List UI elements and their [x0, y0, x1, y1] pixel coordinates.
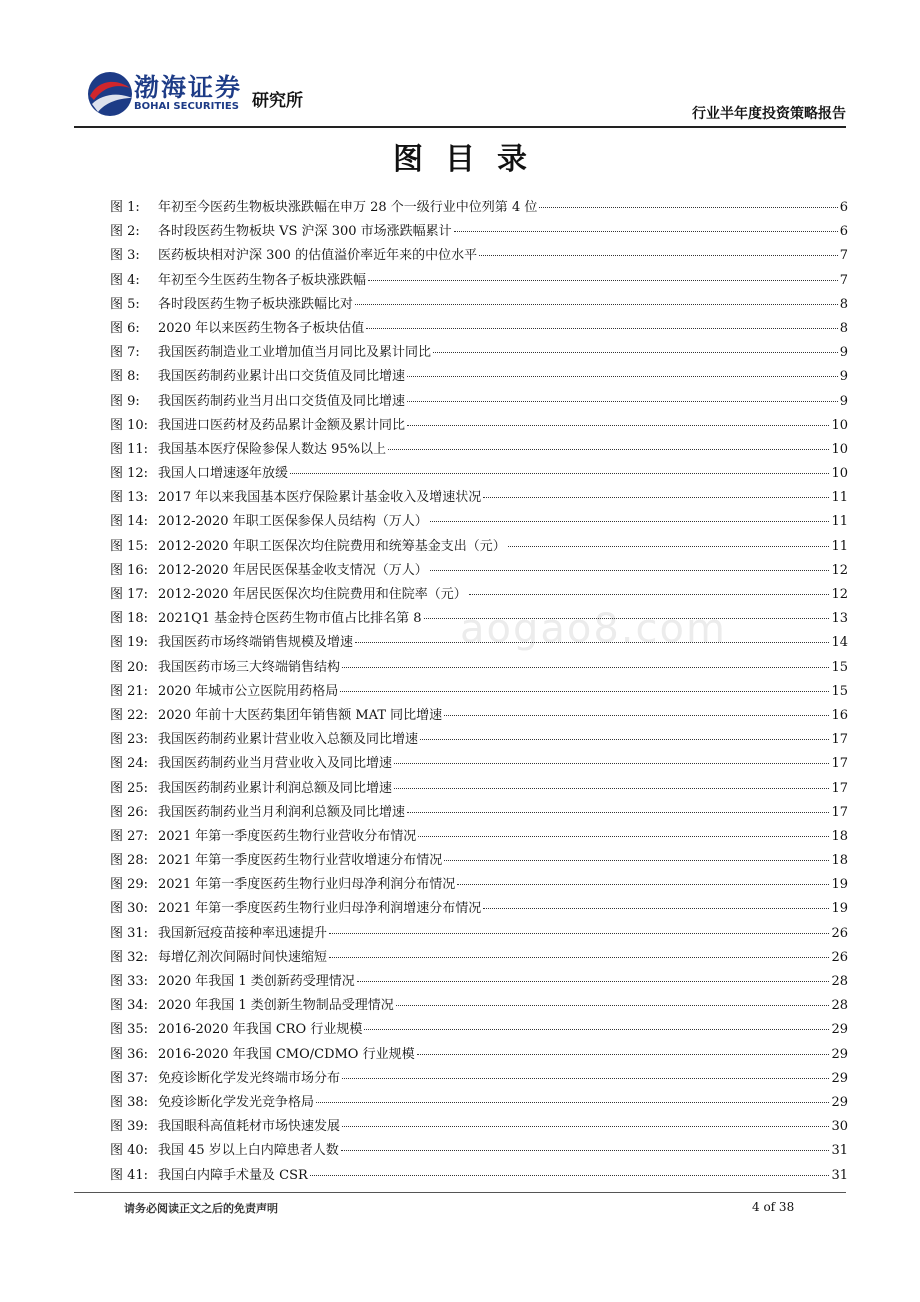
toc-leader-dots: [420, 738, 829, 740]
toc-entry-page: 29: [831, 1094, 848, 1110]
toc-leader-dots: [396, 1004, 830, 1006]
header-divider: [74, 126, 846, 128]
toc-entry-number: 图 1:: [110, 200, 140, 215]
toc-entry-page: 29: [831, 1046, 848, 1062]
toc-entry[interactable]: [110, 1067, 848, 1091]
toc-entry-title: 我国医药制药业当月利润利总额及同比增速: [158, 804, 406, 820]
toc-entry-title: 2016-2020 年我国 CMO/CDMO 行业规模: [158, 1046, 415, 1062]
toc-leader-dots: [430, 520, 830, 522]
toc-entry-number: 图 40:: [110, 1143, 149, 1159]
toc-entry-title: 2021 年第一季度医药生物行业营收分布情况: [158, 828, 417, 844]
toc-entry-number: 图 31:: [110, 925, 149, 941]
toc-entry[interactable]: [110, 583, 848, 607]
toc-leader-dots: [394, 787, 829, 789]
toc-entry-title: 每增亿剂次间隔时间快速缩短: [158, 949, 328, 965]
toc-entry[interactable]: [110, 922, 848, 946]
toc-entry-number: 图 19:: [110, 635, 149, 651]
toc-entry[interactable]: [110, 390, 848, 414]
toc-leader-dots: [430, 569, 830, 571]
toc-leader-dots: [407, 424, 829, 426]
toc-entry-number: 图 4:: [110, 272, 140, 288]
toc-entry-page: 9: [839, 369, 848, 385]
toc-entry[interactable]: [110, 1091, 848, 1115]
toc-entry-title: 2020 年我国 1 类创新药受理情况: [158, 974, 355, 989]
toc-entry-page: 10: [831, 417, 848, 433]
page-title: 图目录: [393, 142, 549, 177]
toc-entry-number: 图 23:: [110, 732, 149, 748]
toc-entry-page: 19: [831, 901, 848, 917]
toc-entry[interactable]: [110, 462, 848, 486]
toc-leader-dots: [329, 932, 829, 934]
toc-entry[interactable]: [110, 752, 848, 776]
toc-leader-dots: [417, 1053, 830, 1055]
toc-entry-title: 各时段医药生物板块 VS 沪深 300 市场涨跌幅累计: [158, 224, 452, 240]
toc-entry[interactable]: [110, 414, 848, 438]
toc-entry[interactable]: [110, 293, 848, 317]
toc-leader-dots: [340, 690, 829, 692]
toc-entry-number: 图 15:: [110, 538, 149, 554]
toc-leader-dots: [357, 980, 830, 982]
toc-entry-page: 31: [831, 1167, 848, 1183]
toc-entry[interactable]: [110, 873, 848, 897]
toc-entry-title: 2020 年以来医药生物各子板块估值: [158, 320, 365, 336]
toc-entry-number: 图 13:: [110, 490, 149, 506]
toc-entry-number: 图 3:: [110, 248, 140, 264]
toc-entry[interactable]: [110, 535, 848, 559]
toc-leader-dots: [290, 472, 829, 474]
toc-entry-page: 9: [839, 393, 848, 409]
toc-entry-page: 15: [831, 659, 848, 675]
toc-entry[interactable]: [110, 656, 848, 680]
toc-entry[interactable]: [110, 897, 848, 921]
toc-entry-title: 我国医药制药业累计营业收入总额及同比增速: [158, 732, 419, 748]
toc-leader-dots: [418, 835, 829, 837]
toc-leader-dots: [407, 811, 829, 813]
toc-entry-number: 图 6:: [110, 320, 140, 336]
toc-leader-dots: [483, 907, 829, 909]
toc-entry-page: 26: [831, 949, 848, 965]
toc-entry-title: 2021 年第一季度医药生物行业归母净利润分布情况: [158, 877, 456, 893]
toc-entry-title: 我国新冠疫苗接种率迅速提升: [158, 925, 328, 941]
toc-entry-title: 年初至今医药生物板块涨跌幅在申万 28 个一级行业中位列第 4 位: [158, 200, 538, 215]
toc-entry-number: 图 36:: [110, 1046, 149, 1062]
toc-entry[interactable]: [110, 849, 848, 873]
footer-disclaimer: 请务必阅读正文之后的免责声明: [124, 1202, 278, 1215]
toc-entry-title: 我国医药制药业当月营业收入及同比增速: [158, 756, 393, 772]
toc-leader-dots: [407, 375, 838, 377]
toc-entry[interactable]: [110, 825, 848, 849]
toc-entry-title: 2016-2020 年我国 CRO 行业规模: [158, 1022, 363, 1038]
toc-entry-number: 图 2:: [110, 224, 140, 240]
toc-entry-title: 我国人口增速逐年放缓: [158, 466, 289, 482]
toc-entry[interactable]: [110, 269, 848, 293]
toc-entry[interactable]: [110, 559, 848, 583]
toc-entry-page: 14: [831, 635, 848, 651]
toc-entry-number: 图 32:: [110, 949, 149, 965]
toc-entry-page: 18: [831, 853, 848, 869]
toc-entry-page: 15: [831, 683, 848, 699]
toc-entry-number: 图 35:: [110, 1022, 149, 1038]
toc-leader-dots: [342, 1077, 829, 1079]
toc-entry-title: 2020 年前十大医药集团年销售额 MAT 同比增速: [158, 707, 443, 723]
toc-entry-title: 2020 年我国 1 类创新生物制品受理情况: [158, 998, 394, 1014]
toc-entry-number: 图 11:: [110, 441, 149, 457]
toc-entry-page: 12: [831, 587, 848, 602]
watermark: aogao8.com: [460, 606, 727, 652]
toc-entry-number: 图 20:: [110, 659, 149, 675]
toc-entry-page: 16: [831, 707, 848, 723]
toc-entry-page: 6: [839, 200, 848, 215]
toc-leader-dots: [329, 956, 829, 958]
toc-entry-title: 我国 45 岁以上白内障患者人数: [158, 1143, 339, 1159]
toc-entry[interactable]: [110, 220, 848, 244]
department-label: 研究所: [252, 91, 303, 111]
toc-leader-dots: [368, 279, 838, 281]
brand-name-cn: 渤海证券: [134, 73, 243, 102]
toc-entry-page: 29: [831, 1022, 848, 1038]
toc-entry-title: 我国医药市场终端销售规模及增速: [158, 635, 354, 651]
toc-entry-page: 12: [831, 562, 848, 578]
toc-entry[interactable]: [110, 704, 848, 728]
toc-entry-number: 图 27:: [110, 828, 149, 844]
toc-entry-page: 11: [831, 490, 848, 506]
toc-entry-number: 图 28:: [110, 853, 149, 869]
toc-entry-page: 11: [831, 538, 848, 554]
toc-leader-dots: [424, 617, 830, 619]
toc-entry[interactable]: [110, 365, 848, 389]
toc-entry-number: 图 12:: [110, 466, 149, 482]
toc-entry[interactable]: [110, 510, 848, 534]
toc-entry-page: 19: [831, 877, 848, 893]
toc-leader-dots: [388, 448, 829, 450]
toc-entry-page: 30: [831, 1119, 848, 1135]
toc-entry-title: 2012-2020 年职工医保参保人员结构（万人）: [158, 514, 428, 530]
toc-entry-page: 8: [839, 320, 848, 336]
toc-entry-title: 免疫诊断化学发光终端市场分布: [158, 1070, 341, 1086]
toc-entry-number: 图 24:: [110, 756, 149, 772]
toc-entry-title: 我国医药市场三大终端销售结构: [158, 659, 341, 675]
toc-entry-page: 10: [831, 466, 848, 482]
toc-entry-number: 图 14:: [110, 514, 149, 530]
toc-entry-title: 2021 年第一季度医药生物行业归母净利润增速分布情况: [158, 901, 482, 917]
toc-entry-number: 图 25:: [110, 780, 149, 796]
toc-entry[interactable]: [110, 438, 848, 462]
toc-entry-number: 图 17:: [110, 587, 149, 602]
toc-entry-number: 图 33:: [110, 974, 149, 989]
toc-entry-number: 图 41:: [110, 1167, 149, 1183]
page-number: 4 of 38: [752, 1200, 795, 1214]
toc-entry-page: 29: [831, 1070, 848, 1086]
toc-entry-title: 我国医药制药业当月出口交货值及同比增速: [158, 393, 406, 409]
toc-entry[interactable]: [110, 317, 848, 341]
toc-entry-title: 2021 年第一季度医药生物行业营收增速分布情况: [158, 853, 443, 869]
toc-entry[interactable]: [110, 994, 848, 1018]
toc-entry[interactable]: [110, 970, 848, 994]
toc-entry-page: 10: [831, 441, 848, 457]
toc-entry-number: 图 29:: [110, 877, 149, 893]
toc-entry[interactable]: [110, 801, 848, 825]
toc-entry-page: 17: [831, 780, 848, 796]
toc-leader-dots: [433, 351, 838, 353]
brand-name-en: BOHAI SECURITIES: [134, 101, 239, 112]
toc-leader-dots: [444, 714, 829, 716]
toc-entry-title: 2012-2020 年居民医保次均住院费用和住院率（元）: [158, 587, 467, 602]
toc-entry-number: 图 22:: [110, 707, 149, 723]
toc-entry-title: 我国眼科高值耗材市场快速发展: [158, 1119, 341, 1135]
bohai-logo-icon: [86, 70, 134, 118]
toc-entry-number: 图 16:: [110, 562, 149, 578]
toc-entry-page: 31: [831, 1143, 848, 1159]
toc-leader-dots: [454, 230, 838, 232]
toc-entry[interactable]: [110, 244, 848, 268]
toc-entry[interactable]: [110, 728, 848, 752]
toc-leader-dots: [366, 327, 838, 329]
toc-entry-number: 图 38:: [110, 1094, 149, 1110]
toc-entry-number: 图 30:: [110, 901, 149, 917]
toc-leader-dots: [355, 641, 829, 643]
toc-entry[interactable]: [110, 486, 848, 510]
toc-entry-number: 图 5:: [110, 296, 140, 312]
footer-divider: [74, 1192, 846, 1193]
toc-leader-dots: [342, 666, 829, 668]
toc-entry[interactable]: [110, 1018, 848, 1042]
toc-entry-number: 图 26:: [110, 804, 149, 820]
toc-entry-number: 图 39:: [110, 1119, 149, 1135]
toc-entry-title: 2012-2020 年职工医保次均住院费用和统筹基金支出（元）: [158, 538, 506, 554]
toc-entry-page: 28: [831, 974, 848, 989]
toc-entry[interactable]: [110, 196, 848, 220]
toc-entry[interactable]: [110, 946, 848, 970]
toc-leader-dots: [310, 1174, 830, 1176]
toc-entry[interactable]: [110, 1043, 848, 1067]
page-header: [0, 0, 920, 128]
toc-entry[interactable]: [110, 1164, 848, 1188]
toc-entry[interactable]: [110, 607, 848, 631]
toc-entry-page: 9: [839, 345, 848, 361]
toc-leader-dots: [341, 1149, 830, 1151]
toc-entry-title: 我国医药制造业工业增加值当月同比及累计同比: [158, 345, 432, 361]
toc-entry[interactable]: [110, 680, 848, 704]
toc-leader-dots: [457, 883, 829, 885]
report-type: 行业半年度投资策略报告: [692, 106, 846, 122]
toc-entry-page: 28: [831, 998, 848, 1014]
toc-entry-page: 17: [831, 732, 848, 748]
toc-entry-number: 图 8:: [110, 369, 140, 385]
toc-entry-title: 我国白内障手术量及 CSR: [158, 1167, 308, 1183]
toc-entry-title: 医药板块相对沪深 300 的估值溢价率近年来的中位水平: [158, 248, 478, 264]
toc-entry[interactable]: [110, 341, 848, 365]
toc-entry-title: 2021Q1 基金持仓医药生物市值占比排名第 8: [158, 611, 422, 627]
toc-entry[interactable]: [110, 631, 848, 655]
toc-leader-dots: [342, 1125, 829, 1127]
toc-entry-page: 7: [839, 248, 848, 264]
toc-leader-dots: [479, 254, 838, 256]
toc-entry-number: 图 7:: [110, 345, 140, 361]
toc-entry-title: 2020 年城市公立医院用药格局: [158, 683, 339, 699]
toc-entry-title: 免疫诊断化学发光竞争格局: [158, 1094, 315, 1110]
toc-leader-dots: [483, 496, 829, 498]
toc-entry-number: 图 34:: [110, 998, 149, 1014]
toc-entry-page: 18: [831, 828, 848, 844]
toc-entry-title: 2017 年以来我国基本医疗保险累计基金收入及增速状况: [158, 490, 482, 506]
toc-leader-dots: [316, 1101, 829, 1103]
toc-entry-page: 11: [831, 514, 848, 530]
toc-entry-number: 图 37:: [110, 1070, 149, 1086]
toc-entry-number: 图 18:: [110, 611, 149, 627]
toc-entry-page: 17: [831, 804, 848, 820]
toc-entry[interactable]: [110, 1139, 848, 1163]
toc-leader-dots: [364, 1028, 829, 1030]
toc-entry-title: 年初至今生医药生物各子板块涨跌幅: [158, 272, 367, 288]
toc-entry-title: 我国基本医疗保险参保人数达 95%以上: [158, 441, 387, 457]
toc-entry-page: 26: [831, 925, 848, 941]
toc-entry-number: 图 10:: [110, 417, 149, 433]
toc-entry[interactable]: [110, 1115, 848, 1139]
toc-leader-dots: [469, 593, 830, 595]
toc-entry-page: 8: [839, 296, 848, 312]
toc-entry-page: 6: [839, 224, 848, 240]
figure-list: [110, 196, 848, 1188]
toc-leader-dots: [407, 400, 838, 402]
toc-entry-title: 2012-2020 年居民医保基金收支情况（万人）: [158, 562, 428, 578]
toc-entry-page: 7: [839, 272, 848, 288]
toc-leader-dots: [539, 206, 837, 208]
toc-entry[interactable]: [110, 777, 848, 801]
toc-leader-dots: [508, 545, 830, 547]
toc-entry-title: 各时段医药生物子板块涨跌幅比对: [158, 296, 354, 312]
toc-entry-title: 我国医药制药业累计出口交货值及同比增速: [158, 369, 406, 385]
toc-entry-number: 图 21:: [110, 683, 149, 699]
toc-leader-dots: [444, 859, 829, 861]
toc-leader-dots: [394, 762, 829, 764]
toc-entry-page: 17: [831, 756, 848, 772]
toc-entry-page: 13: [831, 611, 848, 627]
toc-leader-dots: [355, 303, 838, 305]
toc-entry-number: 图 9:: [110, 393, 140, 409]
toc-entry-title: 我国进口医药材及药品累计金额及累计同比: [158, 417, 406, 433]
toc-entry-title: 我国医药制药业累计利润总额及同比增速: [158, 780, 393, 796]
